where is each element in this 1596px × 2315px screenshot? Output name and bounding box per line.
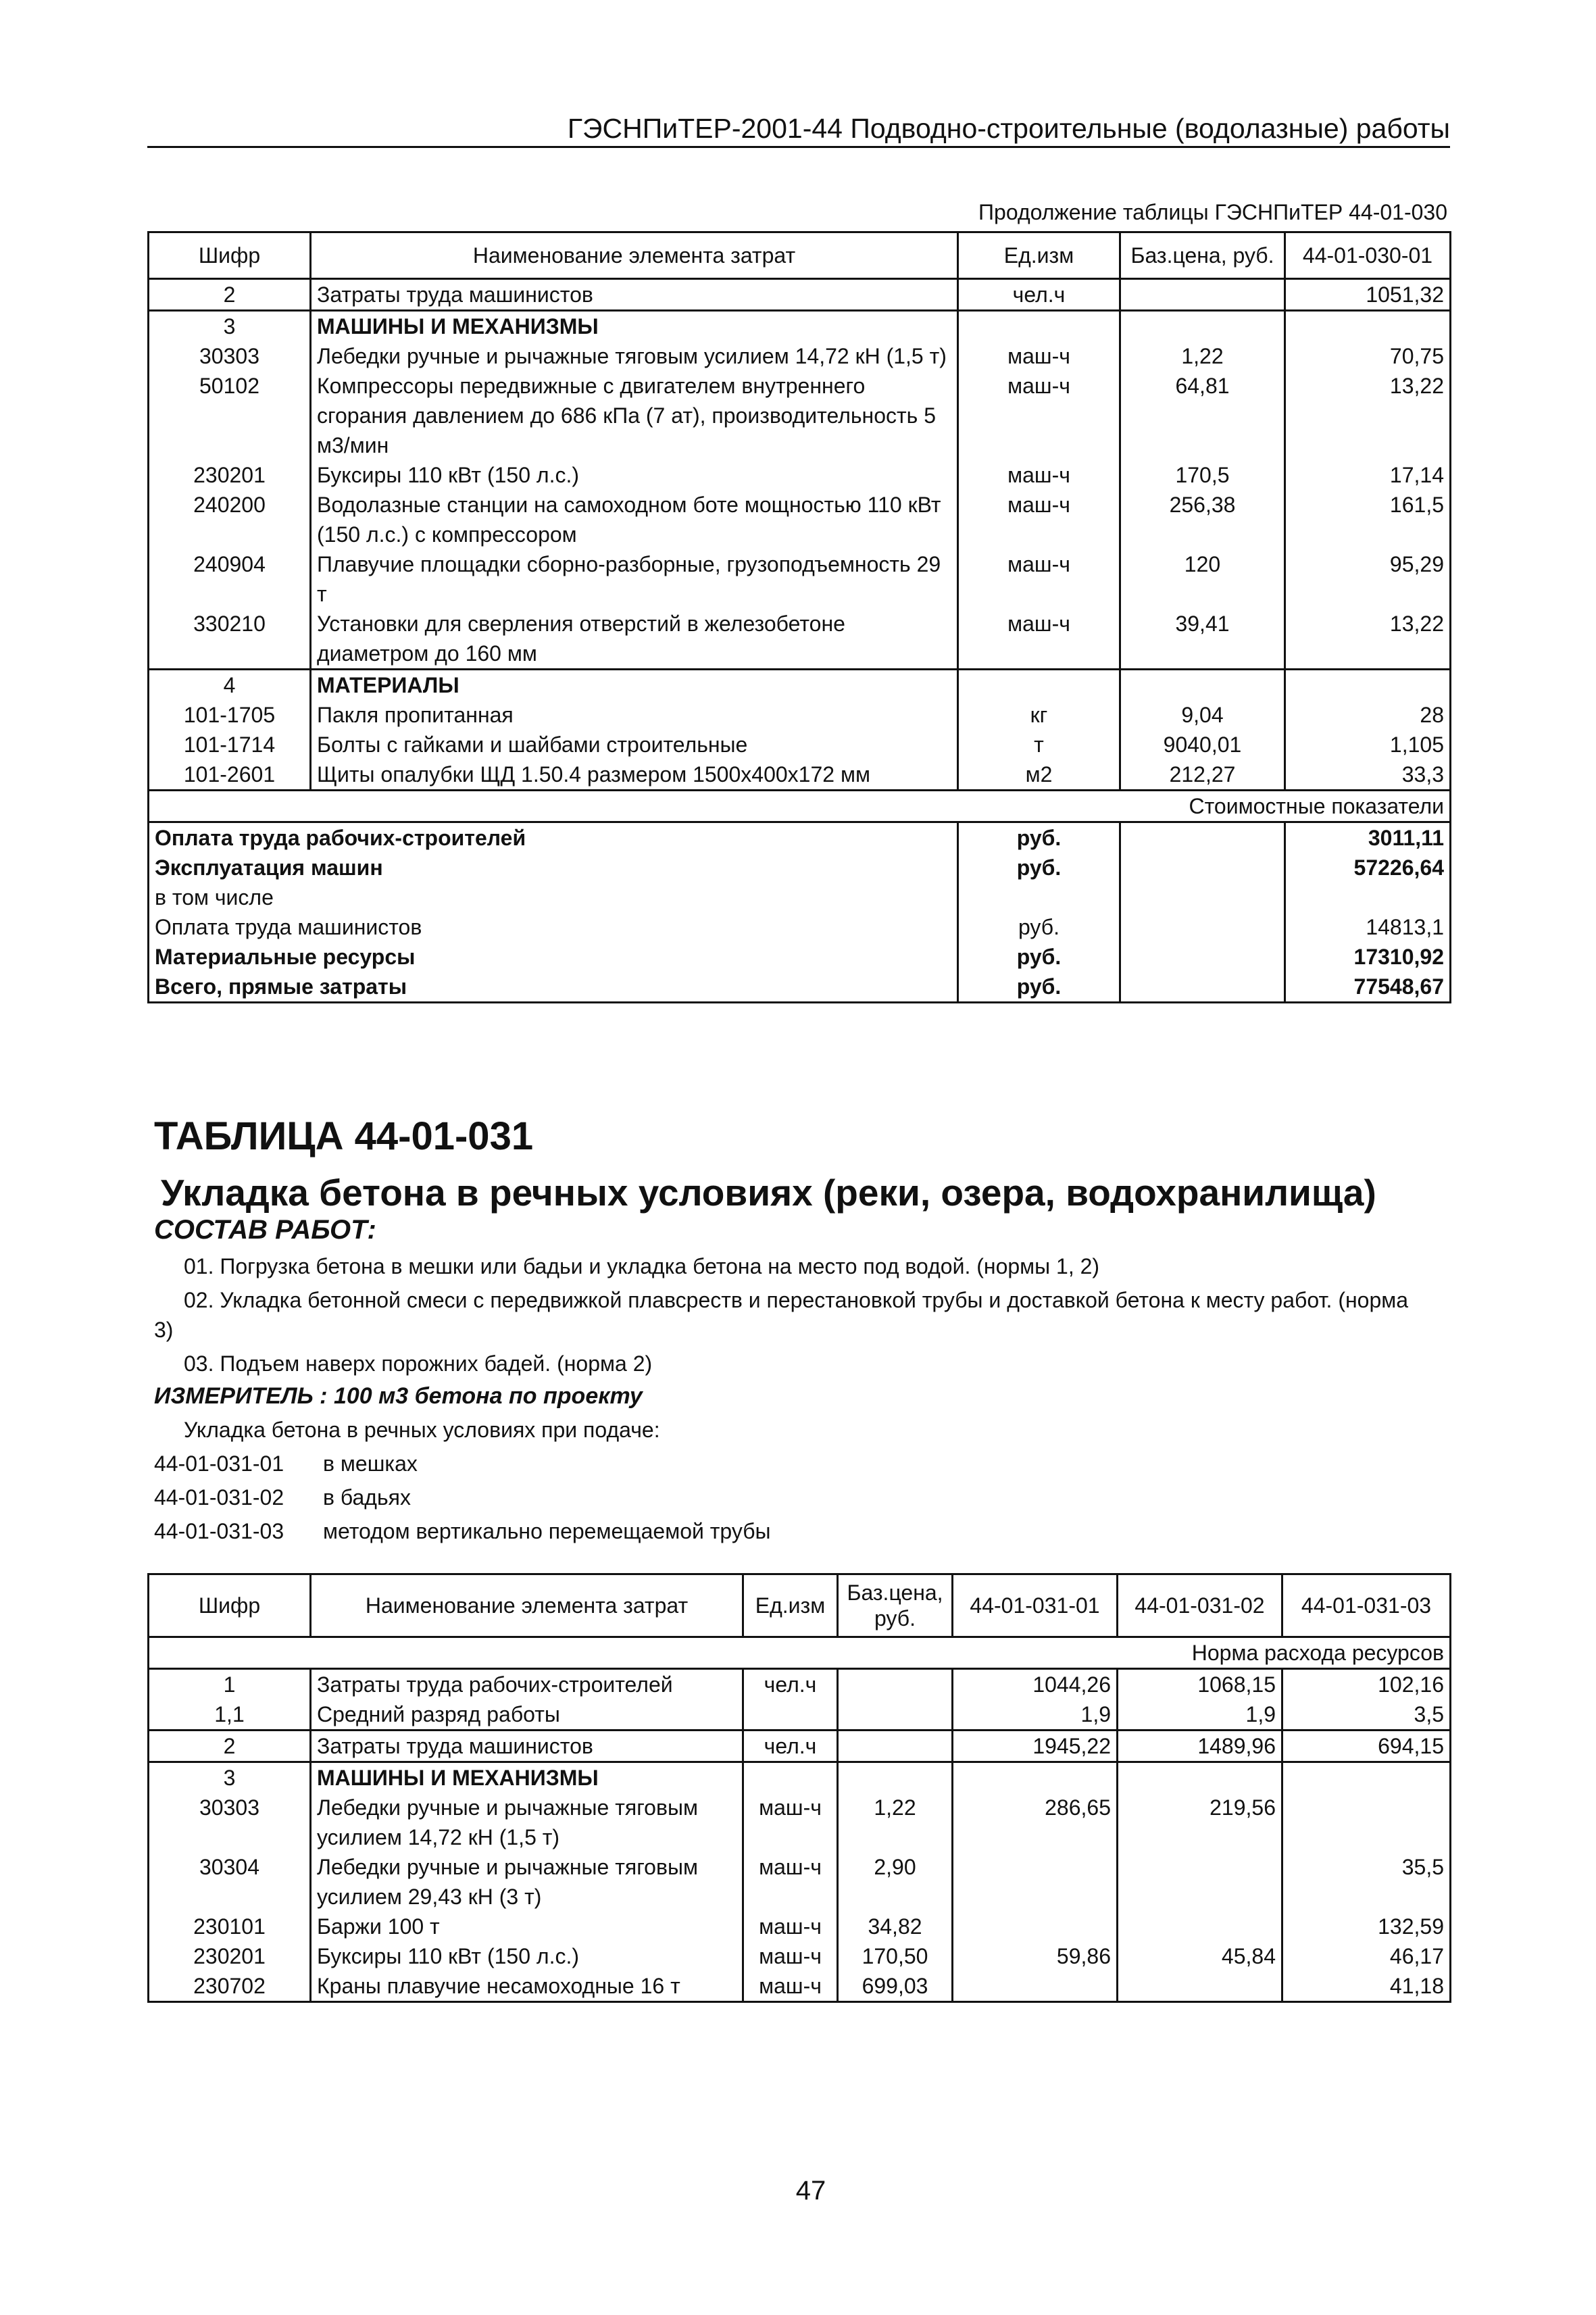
meter-label: ИЗМЕРИТЕЛЬ : 100 м3 бетона по проекту — [154, 1383, 643, 1409]
cell-price: 2,90 — [838, 1852, 953, 1912]
summary-empty — [1120, 972, 1285, 1003]
summary-label: Эксплуатация машин — [155, 855, 383, 880]
summary-label: Всего, прямые затраты — [155, 974, 407, 999]
cell-norm: 13,22 — [1285, 371, 1451, 460]
cell-code: 4 — [223, 673, 236, 697]
table-row — [149, 1669, 1451, 1700]
cell-name: Лебедки ручные и рычажные тяговым усилием 14,72 кН (1,5 т) — [311, 1793, 743, 1852]
resource-table-031 — [147, 1573, 1451, 2003]
variant-code: 44-01-031-02 — [154, 1485, 284, 1510]
cell-unit — [958, 311, 1120, 342]
cell-unit: маш-ч — [958, 371, 1120, 460]
table-row — [149, 700, 1451, 730]
summary-value: 77548,67 — [1285, 972, 1451, 1003]
table-title: ТАБЛИЦА 44-01-031 — [154, 1114, 534, 1158]
cell-norm: 13,22 — [1285, 609, 1451, 670]
variant-text: в бадьях — [323, 1485, 411, 1510]
col-header-code: Шифр — [149, 232, 311, 279]
summary-value — [1285, 882, 1451, 912]
table-row — [149, 1971, 1451, 2002]
col-header-name: Наименование элемента затрат — [311, 232, 958, 279]
cell-name: Компрессоры передвижные с двигателем внутреннего сгорания давлением до 686 кПа (7 ат), производительность 5 м3/мин — [311, 371, 958, 460]
table-continuation-caption: Продолжение таблицы ГЭСНПиТЕР 44-01-030 — [978, 200, 1447, 224]
cell-name: Водолазные станции на самоходном боте мощностью 110 кВт (150 л.с.) с компрессором — [311, 490, 958, 549]
col-header-norm: 44-01-030-01 — [1285, 232, 1451, 279]
table-row — [149, 341, 1451, 371]
cell-name: Буксиры 110 кВт (150 л.с.) — [311, 1941, 743, 1971]
cell-norm-02: 219,56 — [1118, 1793, 1282, 1852]
summary-row — [149, 912, 1451, 942]
cell-unit — [743, 1762, 838, 1793]
cell-price: 699,03 — [838, 1971, 953, 2002]
cell-unit: чел.ч — [958, 279, 1120, 311]
col-header-norm-01: 44-01-031-01 — [953, 1574, 1118, 1637]
table-header-row — [149, 1574, 1451, 1637]
cell-price — [838, 1731, 953, 1762]
variants-intro: Укладка бетона в речных условиях при подаче: — [184, 1418, 660, 1442]
cell-name: Болты с гайками и шайбами строительные — [311, 730, 958, 760]
cell-unit: маш-ч — [958, 341, 1120, 371]
variant-text: в мешках — [323, 1451, 418, 1476]
summary-row — [149, 942, 1451, 972]
cell-name: Буксиры 110 кВт (150 л.с.) — [311, 460, 958, 490]
cell-name: Краны плавучие несамоходные 16 т — [311, 1971, 743, 2002]
summary-empty — [1120, 912, 1285, 942]
summary-empty — [1120, 853, 1285, 882]
table-row — [149, 1912, 1451, 1941]
cell-price: 9040,01 — [1120, 730, 1285, 760]
summary-value: 3011,11 — [1285, 822, 1451, 853]
variant-code: 44-01-031-01 — [154, 1451, 284, 1476]
col-header-norm-02: 44-01-031-02 — [1118, 1574, 1282, 1637]
cell-code: 2 — [149, 279, 311, 311]
col-header-price: Баз.цена, руб. — [838, 1574, 953, 1637]
cell-norm-02: 1,9 — [1118, 1699, 1282, 1731]
cell-code: 240200 — [193, 493, 266, 517]
summary-value: 14813,1 — [1285, 912, 1451, 942]
cell-unit: маш-ч — [958, 490, 1120, 549]
cell-norm: 33,3 — [1285, 760, 1451, 791]
cell-norm-02: 1489,96 — [1118, 1731, 1282, 1762]
cell-code: 1 — [223, 1672, 236, 1697]
cell-unit: маш-ч — [743, 1971, 838, 2002]
cell-name: МАТЕРИАЛЫ — [311, 670, 958, 701]
cell-price — [1120, 670, 1285, 701]
cell-unit — [958, 670, 1120, 701]
cell-name: Затраты труда машинистов — [311, 279, 958, 311]
norm-label-row — [149, 1637, 1451, 1669]
table-row — [149, 460, 1451, 490]
cell-code: 30304 — [199, 1855, 259, 1879]
cell-unit: маш-ч — [958, 460, 1120, 490]
work-item-01: 01. Погрузка бетона в мешки или бадьи и укладка бетона на место под водой. (нормы 1, 2) — [184, 1254, 1100, 1278]
cell-code: 230702 — [193, 1974, 266, 1998]
table-header-row — [149, 232, 1451, 279]
cell-code: 240904 — [193, 552, 266, 576]
cell-name: Средний разряд работы — [311, 1699, 743, 1731]
work-item-02: 02. Укладка бетонной смеси с передвижкой плавсреств и перестановкой трубы и доставкой бетона к месту работ. (норма — [184, 1288, 1409, 1312]
cell-norm: 161,5 — [1285, 490, 1451, 549]
table-row — [149, 1941, 1451, 1971]
cell-unit: чел.ч — [743, 1731, 838, 1762]
cell-unit: маш-ч — [743, 1793, 838, 1852]
cell-norm-01: 1,9 — [953, 1699, 1118, 1731]
cell-price: 34,82 — [838, 1912, 953, 1941]
summary-empty — [1120, 882, 1285, 912]
variant-code: 44-01-031-03 — [154, 1519, 284, 1543]
cell-price: 256,38 — [1120, 490, 1285, 549]
summary-unit: руб. — [958, 822, 1120, 853]
cost-indicators-label: Стоимостные показатели — [149, 791, 1451, 822]
table-row — [149, 279, 1451, 311]
cell-code: 230101 — [193, 1914, 266, 1939]
cell-norm-01: 1945,22 — [953, 1731, 1118, 1762]
cell-norm-01: 59,86 — [953, 1941, 1118, 1971]
cell-norm-01 — [953, 1971, 1118, 2002]
table-row — [149, 609, 1451, 670]
table-row — [149, 1699, 1451, 1731]
cell-norm-02 — [1118, 1912, 1282, 1941]
table-row — [149, 760, 1451, 791]
col-header-name: Наименование элемента затрат — [311, 1574, 743, 1637]
cell-code: 230201 — [193, 463, 266, 487]
cell-price — [838, 1762, 953, 1793]
cell-name: Лебедки ручные и рычажные тяговым усилием 14,72 кН (1,5 т) — [311, 341, 958, 371]
cell-price — [838, 1669, 953, 1700]
cell-price: 39,41 — [1120, 609, 1285, 670]
summary-row — [149, 853, 1451, 882]
cell-code: 101-1714 — [183, 732, 276, 757]
cell-price: 1,22 — [838, 1793, 953, 1852]
cell-unit: т — [958, 730, 1120, 760]
summary-row — [149, 972, 1451, 1003]
cell-code: 30303 — [199, 1795, 259, 1820]
table-row — [149, 371, 1451, 460]
summary-unit: руб. — [958, 912, 1120, 942]
cell-price: 212,27 — [1120, 760, 1285, 791]
cell-norm: 1051,32 — [1285, 279, 1451, 311]
summary-empty — [1120, 822, 1285, 853]
cell-norm-03: 102,16 — [1282, 1669, 1451, 1700]
cell-unit: маш-ч — [743, 1852, 838, 1912]
summary-unit: руб. — [958, 972, 1120, 1003]
cell-code: 3 — [223, 1766, 236, 1790]
cell-name: Щиты опалубки ЩД 1.50.4 размером 1500х400х172 мм — [311, 760, 958, 791]
cell-norm-03: 132,59 — [1282, 1912, 1451, 1941]
cell-name: Установки для сверления отверстий в железобетоне диаметром до 160 мм — [311, 609, 958, 670]
cell-norm-03: 41,18 — [1282, 1971, 1451, 2002]
cell-price: 170,50 — [838, 1941, 953, 1971]
cell-norm-01: 286,65 — [953, 1793, 1118, 1852]
cell-norm-02 — [1118, 1762, 1282, 1793]
summary-row — [149, 822, 1451, 853]
table-row — [149, 549, 1451, 609]
cell-code: 2 — [149, 1731, 311, 1762]
norm-label: Норма расхода ресурсов — [149, 1637, 1451, 1669]
cell-norm-01 — [953, 1762, 1118, 1793]
cell-price: 1,22 — [1120, 341, 1285, 371]
cell-price: 170,5 — [1120, 460, 1285, 490]
cell-code: 101-2601 — [183, 762, 276, 787]
cell-unit: чел.ч — [743, 1669, 838, 1700]
work-item-03: 03. Подъем наверх порожних бадей. (норма 2) — [184, 1351, 653, 1376]
summary-unit — [958, 882, 1120, 912]
work-item-02-cont: 3) — [154, 1318, 174, 1342]
table-row — [149, 1852, 1451, 1912]
cell-unit — [743, 1699, 838, 1731]
cell-code: 101-1705 — [183, 703, 276, 727]
composition-label: СОСТАВ РАБОТ: — [154, 1215, 376, 1245]
cell-norm-01: 1044,26 — [953, 1669, 1118, 1700]
cell-code: 230201 — [193, 1944, 266, 1968]
summary-value: 17310,92 — [1285, 942, 1451, 972]
summary-label: в том числе — [155, 885, 274, 910]
col-header-code: Шифр — [149, 1574, 311, 1637]
col-header-unit: Ед.изм — [958, 232, 1120, 279]
cell-price: 64,81 — [1120, 371, 1285, 460]
cell-name: Плавучие площадки сборно-разборные, грузоподъемность 29 т — [311, 549, 958, 609]
cell-norm-02 — [1118, 1971, 1282, 2002]
cell-norm-02 — [1118, 1852, 1282, 1912]
cell-price — [1120, 279, 1285, 311]
table-row — [149, 1731, 1451, 1762]
cell-price — [838, 1699, 953, 1731]
cell-name: Баржи 100 т — [311, 1912, 743, 1941]
cell-norm-03: 35,5 — [1282, 1852, 1451, 1912]
cell-unit: маш-ч — [958, 609, 1120, 670]
cell-norm — [1285, 311, 1451, 342]
table-row — [149, 311, 1451, 342]
cell-norm: 1,105 — [1285, 730, 1451, 760]
cell-unit: кг — [958, 700, 1120, 730]
cell-name: Затраты труда машинистов — [311, 1731, 743, 1762]
cell-unit: маш-ч — [743, 1941, 838, 1971]
cell-code: 50102 — [199, 374, 259, 398]
table-row — [149, 730, 1451, 760]
table-row — [149, 670, 1451, 701]
cell-name: МАШИНЫ И МЕХАНИЗМЫ — [311, 1762, 743, 1793]
cell-norm-03 — [1282, 1793, 1451, 1852]
cell-norm: 17,14 — [1285, 460, 1451, 490]
summary-row — [149, 882, 1451, 912]
page-number: 47 — [795, 2176, 826, 2206]
col-header-price: Баз.цена, руб. — [1120, 232, 1285, 279]
cost-indicators-row — [149, 791, 1451, 822]
cell-code: 1,1 — [149, 1699, 311, 1731]
cell-norm-03: 3,5 — [1282, 1699, 1451, 1731]
cell-norm-02: 45,84 — [1118, 1941, 1282, 1971]
cell-price: 9,04 — [1120, 700, 1285, 730]
cell-price: 120 — [1120, 549, 1285, 609]
cell-unit: маш-ч — [743, 1912, 838, 1941]
cell-norm-01 — [953, 1852, 1118, 1912]
cell-name: Лебедки ручные и рычажные тяговым усилием 29,43 кН (3 т) — [311, 1852, 743, 1912]
cell-norm-03: 46,17 — [1282, 1941, 1451, 1971]
summary-value: 57226,64 — [1285, 853, 1451, 882]
table-subtitle: Укладка бетона в речных условиях (реки, озера, водохранилища) — [161, 1172, 1376, 1214]
summary-label: Оплата труда машинистов — [155, 915, 422, 939]
cell-norm: 28 — [1285, 700, 1451, 730]
cell-norm-02: 1068,15 — [1118, 1669, 1282, 1700]
table-row — [149, 1793, 1451, 1852]
col-header-norm-03: 44-01-031-03 — [1282, 1574, 1451, 1637]
cell-name: Затраты труда рабочих-строителей — [311, 1669, 743, 1700]
cell-code: 330210 — [149, 609, 311, 670]
summary-unit: руб. — [958, 853, 1120, 882]
cell-name: МАШИНЫ И МЕХАНИЗМЫ — [311, 311, 958, 342]
resource-table-030 — [147, 231, 1451, 1003]
cell-code: 3 — [223, 314, 236, 339]
summary-label: Оплата труда рабочих-строителей — [149, 822, 958, 853]
cell-norm: 95,29 — [1285, 549, 1451, 609]
col-header-unit: Ед.изм — [743, 1574, 838, 1637]
cell-name: Пакля пропитанная — [311, 700, 958, 730]
cell-price — [1120, 311, 1285, 342]
table-row — [149, 490, 1451, 549]
cell-norm-01 — [953, 1912, 1118, 1941]
variant-text: методом вертикально перемещаемой трубы — [323, 1519, 771, 1543]
cell-norm-03 — [1282, 1762, 1451, 1793]
cell-norm: 70,75 — [1285, 341, 1451, 371]
table-row — [149, 1762, 1451, 1793]
summary-label: Материальные ресурсы — [155, 945, 416, 969]
cell-norm — [1285, 670, 1451, 701]
cell-code: 30303 — [199, 344, 259, 368]
summary-empty — [1120, 942, 1285, 972]
cell-unit: м2 — [958, 760, 1120, 791]
cell-unit: маш-ч — [958, 549, 1120, 609]
cell-norm-03: 694,15 — [1282, 1731, 1451, 1762]
summary-unit: руб. — [958, 942, 1120, 972]
page-header: ГЭСНПиТЕР-2001-44 Подводно-строительные (водолазные) работы — [147, 114, 1450, 148]
